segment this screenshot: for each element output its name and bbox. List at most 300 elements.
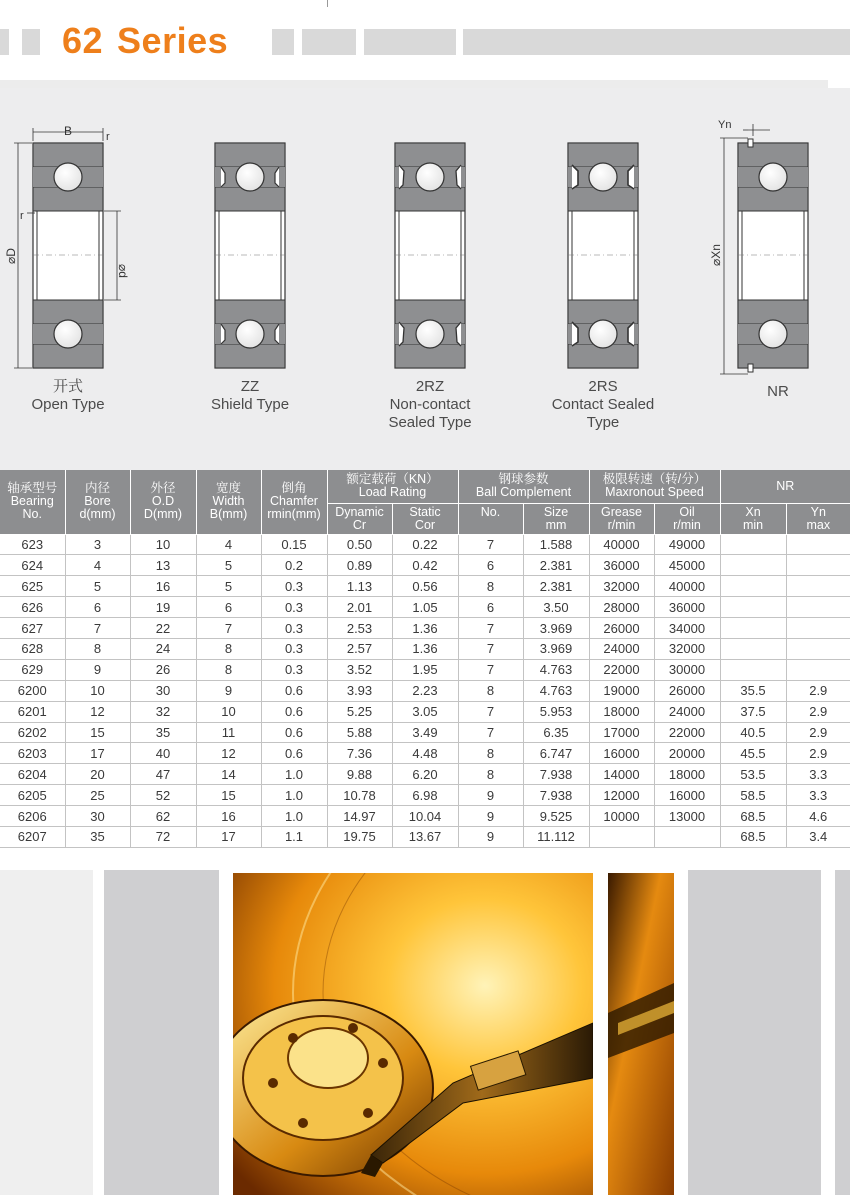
header-en: No. [480, 504, 501, 519]
cell-ball-no: 8 [458, 764, 523, 785]
header-zh: 额定载荷（KN） [346, 472, 439, 487]
header-en: Load Rating [358, 485, 427, 500]
caption-code: 2RZ [415, 378, 445, 395]
table-row [0, 826, 850, 847]
cell-grease-speed: 32000 [589, 576, 654, 597]
caption-en: Sealed Type [388, 414, 472, 431]
cell-bearing-no: 6203 [0, 743, 65, 764]
cell-od: 19 [130, 597, 196, 618]
cell-ball-size: 2.381 [523, 555, 589, 576]
cell-chamfer: 0.3 [261, 659, 327, 680]
series-word: Series [117, 20, 229, 61]
cell-chamfer: 0.3 [261, 618, 327, 639]
cell-static-cor: 4.48 [392, 743, 458, 764]
cell-chamfer: 0.6 [261, 680, 327, 701]
header-en: Size [543, 504, 569, 519]
cell-static-cor: 6.98 [392, 785, 458, 806]
caption-2rz-type [370, 378, 490, 432]
cell-od: 35 [130, 722, 196, 743]
cell-bearing-no: 628 [0, 638, 65, 659]
cell-bore: 30 [65, 806, 130, 827]
cell-width: 9 [196, 680, 261, 701]
table-row [0, 722, 850, 743]
cell-bore: 10 [65, 680, 130, 701]
cell-oil-speed: 18000 [654, 764, 720, 785]
header-en: Bearing [10, 494, 54, 509]
cell-static-cor: 1.95 [392, 659, 458, 680]
header-en: D(mm) [143, 507, 183, 522]
cell-bearing-no: 6201 [0, 701, 65, 722]
cell-ball-no: 8 [458, 680, 523, 701]
cell-grease-speed [589, 826, 654, 847]
header-yn [786, 503, 850, 534]
cell-od: 52 [130, 785, 196, 806]
grey-column [0, 870, 93, 1195]
cell-oil-speed: 26000 [654, 680, 720, 701]
caption-nr-type [748, 383, 808, 401]
header-en: Cor [414, 517, 436, 532]
cell-yn-max: 3.3 [786, 785, 850, 806]
cell-width: 16 [196, 806, 261, 827]
cell-width: 5 [196, 555, 261, 576]
cell-grease-speed: 19000 [589, 680, 654, 701]
cell-yn-max [786, 638, 850, 659]
cell-dynamic-cr: 10.78 [327, 785, 392, 806]
table-row [0, 806, 850, 827]
header-en: Oil [679, 504, 695, 519]
cell-bearing-no: 627 [0, 618, 65, 639]
cell-od: 22 [130, 618, 196, 639]
cell-oil-speed: 13000 [654, 806, 720, 827]
cell-bearing-no: 6204 [0, 764, 65, 785]
header-en: mm [545, 517, 567, 532]
cell-xn-min [720, 534, 786, 555]
header-en: Width [212, 494, 245, 509]
dim-label-d: ⌀d [116, 264, 130, 278]
cell-width: 11 [196, 722, 261, 743]
header-xn [720, 503, 786, 534]
cell-static-cor: 1.36 [392, 618, 458, 639]
cell-chamfer: 0.15 [261, 534, 327, 555]
header-speed [589, 470, 720, 503]
cell-bore: 7 [65, 618, 130, 639]
header-zh: 轴承型号 [7, 481, 58, 496]
header-en: NR [776, 478, 795, 493]
cell-xn-min [720, 638, 786, 659]
caption-en: Shield Type [210, 396, 290, 413]
cell-oil-speed: 20000 [654, 743, 720, 764]
cell-bearing-no: 623 [0, 534, 65, 555]
cell-dynamic-cr: 2.53 [327, 618, 392, 639]
hard-disk-photo [233, 873, 593, 1195]
cell-static-cor: 0.56 [392, 576, 458, 597]
cell-bore: 12 [65, 701, 130, 722]
caption-open-type [18, 378, 118, 414]
cell-ball-size: 6.35 [523, 722, 589, 743]
table-row [0, 680, 850, 701]
header-en: Chamfer [270, 494, 318, 509]
cell-grease-speed: 10000 [589, 806, 654, 827]
table-row [0, 743, 850, 764]
dim-label-r: r [106, 131, 110, 143]
cell-dynamic-cr: 9.88 [327, 764, 392, 785]
cell-xn-min: 45.5 [720, 743, 786, 764]
cell-ball-size: 1.588 [523, 534, 589, 555]
cell-width: 6 [196, 597, 261, 618]
cell-bearing-no: 6205 [0, 785, 65, 806]
dim-label-xn: ⌀Xn [709, 244, 723, 266]
header-nr [720, 470, 850, 503]
bearing-diagram-panel [0, 88, 850, 470]
cell-grease-speed: 36000 [589, 555, 654, 576]
grey-column [104, 870, 219, 1195]
cell-ball-size: 3.969 [523, 618, 589, 639]
header-zh: 倒角 [281, 481, 307, 496]
header-zh: 宽度 [215, 481, 241, 496]
header-od [130, 470, 196, 534]
cell-static-cor: 6.20 [392, 764, 458, 785]
caption-code: 2RS [588, 378, 618, 395]
cell-bearing-no: 624 [0, 555, 65, 576]
header-dynamic [327, 503, 392, 534]
cell-grease-speed: 26000 [589, 618, 654, 639]
cell-yn-max: 2.9 [786, 722, 850, 743]
caption-en: Non-contact [389, 396, 471, 413]
header-block [302, 29, 356, 55]
cell-xn-min [720, 555, 786, 576]
cell-dynamic-cr: 3.93 [327, 680, 392, 701]
cell-oil-speed: 16000 [654, 785, 720, 806]
cell-oil-speed: 34000 [654, 618, 720, 639]
caption-2rs-type [538, 378, 668, 432]
cell-dynamic-cr: 3.52 [327, 659, 392, 680]
nr-type-bearing-icon [738, 139, 808, 372]
cell-od: 24 [130, 638, 196, 659]
dim-label-yn: Yn [718, 119, 732, 131]
cell-bearing-no: 626 [0, 597, 65, 618]
cell-bearing-no: 6206 [0, 806, 65, 827]
cell-ball-no: 7 [458, 618, 523, 639]
cell-yn-max [786, 555, 850, 576]
cell-ball-no: 6 [458, 597, 523, 618]
cell-static-cor: 1.36 [392, 638, 458, 659]
cell-xn-min: 68.5 [720, 826, 786, 847]
2rz-type-bearing-icon [395, 143, 465, 368]
cell-ball-no: 7 [458, 638, 523, 659]
cell-dynamic-cr: 19.75 [327, 826, 392, 847]
page-title [62, 20, 228, 62]
cell-bore: 35 [65, 826, 130, 847]
cell-yn-max: 2.9 [786, 680, 850, 701]
cell-bearing-no: 625 [0, 576, 65, 597]
table-body [0, 534, 850, 847]
cell-xn-min [720, 659, 786, 680]
open-type-bearing-icon [33, 143, 103, 368]
table-row [0, 785, 850, 806]
cell-bore: 3 [65, 534, 130, 555]
cell-ball-size: 5.953 [523, 701, 589, 722]
cell-oil-speed: 30000 [654, 659, 720, 680]
crop-mark [327, 0, 328, 7]
cell-ball-no: 9 [458, 826, 523, 847]
specification-table [0, 470, 850, 848]
cell-bearing-no: 629 [0, 659, 65, 680]
header-en: Grease [601, 504, 642, 519]
cell-xn-min [720, 576, 786, 597]
caption-code: NR [767, 383, 789, 400]
cell-xn-min: 37.5 [720, 701, 786, 722]
cell-grease-speed: 18000 [589, 701, 654, 722]
cell-bore: 8 [65, 638, 130, 659]
cell-ball-no: 7 [458, 534, 523, 555]
cell-dynamic-cr: 14.97 [327, 806, 392, 827]
cell-xn-min: 35.5 [720, 680, 786, 701]
header-en: r/min [607, 517, 636, 532]
caption-en: Type [586, 414, 620, 431]
cell-ball-no: 7 [458, 659, 523, 680]
caption-zz-type [195, 378, 305, 414]
cell-chamfer: 1.0 [261, 764, 327, 785]
cell-static-cor: 2.23 [392, 680, 458, 701]
header-block [272, 29, 294, 55]
cell-ball-size: 7.938 [523, 785, 589, 806]
header-en: O.D [151, 494, 175, 509]
caption-en: Contact Sealed [551, 396, 655, 413]
cell-ball-size: 6.747 [523, 743, 589, 764]
cell-chamfer: 0.6 [261, 722, 327, 743]
header-bearing-no [0, 470, 65, 534]
cell-ball-no: 8 [458, 576, 523, 597]
header-bore [65, 470, 130, 534]
cell-static-cor: 0.42 [392, 555, 458, 576]
cell-width: 14 [196, 764, 261, 785]
hard-disk-photo-detail [608, 873, 674, 1195]
cell-yn-max [786, 597, 850, 618]
hard-disk-platter-image [233, 873, 593, 1195]
table-row [0, 659, 850, 680]
cell-ball-size: 9.525 [523, 806, 589, 827]
cell-bearing-no: 6207 [0, 826, 65, 847]
cell-dynamic-cr: 7.36 [327, 743, 392, 764]
header-load-rating [327, 470, 458, 503]
cell-yn-max: 4.6 [786, 806, 850, 827]
cell-yn-max [786, 659, 850, 680]
cell-bore: 25 [65, 785, 130, 806]
header-block [22, 29, 40, 55]
cell-grease-speed: 14000 [589, 764, 654, 785]
cell-width: 7 [196, 618, 261, 639]
cell-ball-size: 11.112 [523, 826, 589, 847]
cell-chamfer: 1.1 [261, 826, 327, 847]
dim-label-D: ⌀D [4, 248, 18, 264]
cell-od: 10 [130, 534, 196, 555]
cell-width: 8 [196, 638, 261, 659]
cell-ball-size: 2.381 [523, 576, 589, 597]
cell-xn-min: 40.5 [720, 722, 786, 743]
table-row [0, 555, 850, 576]
cell-width: 8 [196, 659, 261, 680]
cell-ball-size: 4.763 [523, 680, 589, 701]
series-number: 62 [62, 20, 104, 61]
cell-width: 17 [196, 826, 261, 847]
cell-oil-speed: 40000 [654, 576, 720, 597]
cell-od: 30 [130, 680, 196, 701]
cell-yn-max: 3.3 [786, 764, 850, 785]
cell-od: 16 [130, 576, 196, 597]
cell-yn-max [786, 534, 850, 555]
cell-xn-min: 58.5 [720, 785, 786, 806]
header-zh: 外径 [150, 481, 176, 496]
cell-xn-min: 68.5 [720, 806, 786, 827]
cell-xn-min [720, 618, 786, 639]
cell-static-cor: 0.22 [392, 534, 458, 555]
cell-chamfer: 1.0 [261, 785, 327, 806]
cell-xn-min [720, 597, 786, 618]
table-row [0, 701, 850, 722]
cell-chamfer: 0.3 [261, 576, 327, 597]
header-en: Static [409, 504, 441, 519]
header-en: r/min [673, 517, 701, 532]
cell-chamfer: 0.2 [261, 555, 327, 576]
header-en: Xn [745, 504, 761, 519]
cell-ball-size: 4.763 [523, 659, 589, 680]
cell-od: 40 [130, 743, 196, 764]
cell-oil-speed: 32000 [654, 638, 720, 659]
header-block [0, 29, 9, 55]
cell-ball-no: 7 [458, 701, 523, 722]
header [0, 0, 850, 80]
cell-od: 47 [130, 764, 196, 785]
cell-oil-speed [654, 826, 720, 847]
cell-bore: 6 [65, 597, 130, 618]
table-row [0, 597, 850, 618]
cell-ball-no: 9 [458, 785, 523, 806]
header-en: Bore [84, 494, 111, 509]
header-rule [0, 80, 828, 88]
header-chamfer [261, 470, 327, 534]
cell-oil-speed: 36000 [654, 597, 720, 618]
cell-oil-speed: 24000 [654, 701, 720, 722]
header-en: Maxronout Speed [605, 485, 704, 500]
header-en: min [742, 517, 764, 532]
header-en: B(mm) [209, 507, 248, 522]
cell-yn-max [786, 576, 850, 597]
cell-bearing-no: 6202 [0, 722, 65, 743]
cell-od: 13 [130, 555, 196, 576]
table-row [0, 638, 850, 659]
cell-grease-speed: 12000 [589, 785, 654, 806]
header-en: Cr [352, 517, 367, 532]
header-en: d(mm) [79, 507, 116, 522]
cell-grease-speed: 28000 [589, 597, 654, 618]
table-row [0, 618, 850, 639]
cell-od: 62 [130, 806, 196, 827]
header-zh: 钢球参数 [498, 472, 549, 487]
cell-grease-speed: 24000 [589, 638, 654, 659]
header-en: Ball Complement [475, 485, 572, 500]
cell-od: 72 [130, 826, 196, 847]
cell-ball-no: 9 [458, 806, 523, 827]
cell-yn-max: 3.4 [786, 826, 850, 847]
header-en: No. [22, 507, 42, 522]
cell-yn-max: 2.9 [786, 743, 850, 764]
cell-ball-no: 6 [458, 555, 523, 576]
cell-static-cor: 3.05 [392, 701, 458, 722]
cell-dynamic-cr: 1.13 [327, 576, 392, 597]
cell-oil-speed: 45000 [654, 555, 720, 576]
cell-bearing-no: 6200 [0, 680, 65, 701]
cell-width: 5 [196, 576, 261, 597]
header-ball-no [458, 503, 523, 534]
cell-ball-no: 7 [458, 722, 523, 743]
cell-bore: 4 [65, 555, 130, 576]
cell-static-cor: 1.05 [392, 597, 458, 618]
header-static [392, 503, 458, 534]
cell-bore: 20 [65, 764, 130, 785]
cell-grease-speed: 40000 [589, 534, 654, 555]
cell-bore: 9 [65, 659, 130, 680]
header-en: max [806, 517, 831, 532]
cell-bore: 15 [65, 722, 130, 743]
cell-dynamic-cr: 2.57 [327, 638, 392, 659]
cell-grease-speed: 16000 [589, 743, 654, 764]
cell-chamfer: 0.6 [261, 701, 327, 722]
cell-dynamic-cr: 0.50 [327, 534, 392, 555]
header-grease [589, 503, 654, 534]
header-width [196, 470, 261, 534]
cell-static-cor: 10.04 [392, 806, 458, 827]
header-block [364, 29, 456, 55]
grey-column [835, 870, 850, 1195]
header-zh: 极限转速（转/分） [602, 472, 707, 487]
header-en: Dynamic [335, 504, 384, 519]
cell-ball-size: 3.969 [523, 638, 589, 659]
cell-xn-min: 53.5 [720, 764, 786, 785]
cell-dynamic-cr: 0.89 [327, 555, 392, 576]
cell-oil-speed: 22000 [654, 722, 720, 743]
cell-od: 32 [130, 701, 196, 722]
cell-chamfer: 0.6 [261, 743, 327, 764]
header-size [523, 503, 589, 534]
cell-width: 12 [196, 743, 261, 764]
cell-bore: 17 [65, 743, 130, 764]
zz-type-bearing-icon [215, 143, 285, 368]
caption-en: Open Type [31, 396, 105, 413]
grey-column [688, 870, 821, 1195]
cell-yn-max: 2.9 [786, 701, 850, 722]
header-ball-complement [458, 470, 589, 503]
cell-grease-speed: 17000 [589, 722, 654, 743]
header-block [463, 29, 850, 55]
cell-chamfer: 0.3 [261, 638, 327, 659]
header-zh: 内径 [84, 481, 110, 496]
table-row [0, 764, 850, 785]
cell-width: 10 [196, 701, 261, 722]
caption-code: ZZ [240, 378, 260, 395]
2rs-type-bearing-icon [568, 143, 638, 368]
caption-zh: 开式 [52, 378, 83, 395]
cell-ball-size: 3.50 [523, 597, 589, 618]
cell-dynamic-cr: 2.01 [327, 597, 392, 618]
cell-dynamic-cr: 5.88 [327, 722, 392, 743]
cell-oil-speed: 49000 [654, 534, 720, 555]
cell-ball-size: 7.938 [523, 764, 589, 785]
cell-yn-max [786, 618, 850, 639]
cell-width: 15 [196, 785, 261, 806]
cell-od: 26 [130, 659, 196, 680]
header-spacer [459, 519, 523, 532]
header-en: Yn [810, 504, 826, 519]
